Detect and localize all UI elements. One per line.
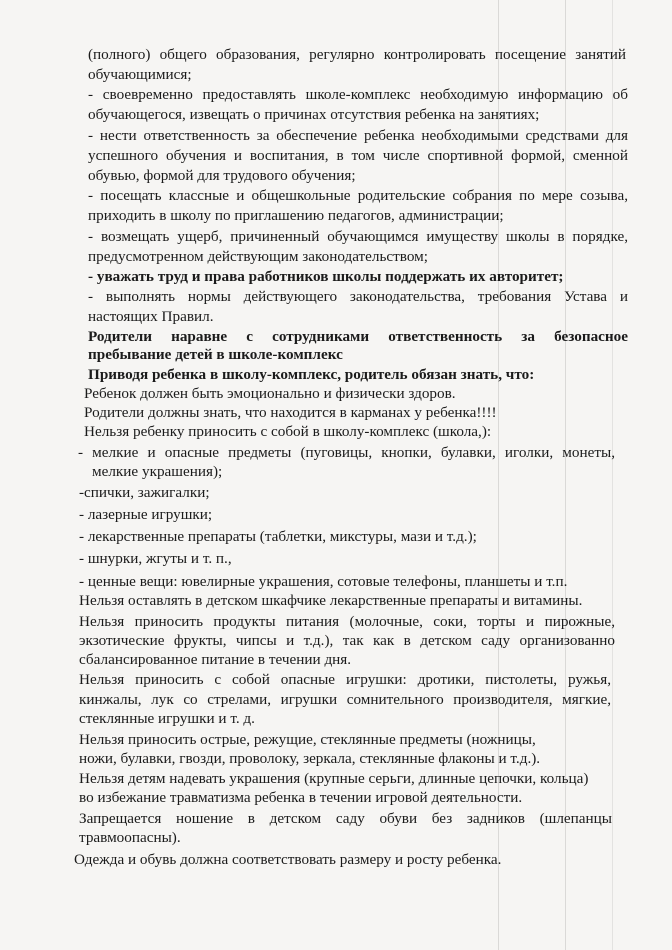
- text-line: настоящих Правил.: [88, 308, 214, 325]
- text-line-bold: - уважать труд и права работников школы поддержать их авторитет;: [88, 268, 564, 285]
- list-item: -спички, зажигалки;: [79, 484, 210, 501]
- section-heading: пребывание детей в школе-комплекс: [88, 346, 343, 363]
- list-item: - ценные вещи: ювелирные украшения, сотовые телефоны, планшеты и т.п.: [79, 573, 568, 590]
- text-line: Нельзя приносить острые, режущие, стеклянные предметы (ножницы,: [79, 731, 536, 748]
- text-line: - нести ответственность за обеспечение ребенка необходимыми средствами для: [88, 127, 628, 144]
- text-line: Нельзя оставлять в детском шкафчике лекарственные препараты и витамины.: [79, 592, 583, 609]
- text-line: Нельзя ребенку приносить с собой в школу-комплекс (школа,):: [84, 423, 492, 440]
- text-line: обучающимися;: [88, 66, 192, 83]
- text-line: травмоопасны).: [79, 829, 181, 846]
- text-line: стеклянные игрушки и т. д.: [79, 710, 255, 727]
- text-line: Одежда и обувь должна соответствовать размеру и росту ребенка.: [74, 851, 502, 868]
- section-heading: Родители наравне с сотрудниками ответственность за безопасное: [88, 328, 628, 345]
- text-line: (полного) общего образования, регулярно контролировать посещение занятий: [88, 46, 626, 63]
- text-line: Запрещается ношение в детском саду обуви без задников (шлепанцы: [79, 810, 612, 827]
- text-line: обучающегося, извещать о причинах отсутствия ребенка на занятиях;: [88, 106, 540, 123]
- text-line: Родители должны знать, что находится в карманах у ребенка!!!!: [84, 404, 497, 421]
- text-line: предусмотренном действующим законодательством;: [88, 248, 429, 265]
- text-line: успешного обучения и воспитания, в том числе спортивной формой, сменной: [88, 147, 628, 164]
- list-item: мелкие украшения);: [92, 463, 223, 480]
- text-line: ножи, булавки, гвозди, проволоку, зеркала, стеклянные флаконы и т.д.).: [79, 750, 541, 767]
- list-item: - мелкие и опасные предметы (пуговицы, кнопки, булавки, иголки, монеты,: [78, 444, 615, 461]
- text-line: Нельзя детям надевать украшения (крупные серьги, длинные цепочки, кольца): [79, 770, 589, 787]
- text-line: кинжалы, лук со стрелами, игрушки сомнительного производителя, мягкие,: [79, 691, 611, 708]
- text-line: Ребенок должен быть эмоционально и физически здоров.: [84, 385, 456, 402]
- text-line: - своевременно предоставлять школе-комплекс необходимую информацию об: [88, 86, 628, 103]
- text-line: - возмещать ущерб, причиненный обучающимся имуществу школы в порядке,: [88, 228, 628, 245]
- text-line: Нельзя приносить с собой опасные игрушки: дротики, пистолеты, ружья,: [79, 671, 611, 688]
- text-line: - посещать классные и общешкольные родительские собрания по мере созыва,: [88, 187, 628, 204]
- list-item: - лекарственные препараты (таблетки, микстуры, мази и т.д.);: [79, 528, 477, 545]
- text-line: Нельзя приносить продукты питания (молочные, соки, торты и пирожные,: [79, 613, 615, 630]
- list-item: - лазерные игрушки;: [79, 506, 213, 523]
- text-line: обувью, формой для трудового обучения;: [88, 167, 356, 184]
- text-line: приходить в школу по приглашению педагогов, администрации;: [88, 207, 504, 224]
- text-line: во избежание травматизма ребенка в течении игровой деятельности.: [79, 789, 523, 806]
- text-line: - выполнять нормы действующего законодательства, требования Устава и: [88, 288, 628, 305]
- list-item: - шнурки, жгуты и т. п.,: [79, 550, 232, 567]
- text-line: экзотические фрукты, чипсы и т.д.), так как в детском саду организованно: [79, 632, 615, 649]
- section-heading: Приводя ребенка в школу-комплекс, родитель обязан знать, что:: [88, 366, 535, 383]
- text-line: сбалансированное питание в течении дня.: [79, 651, 352, 668]
